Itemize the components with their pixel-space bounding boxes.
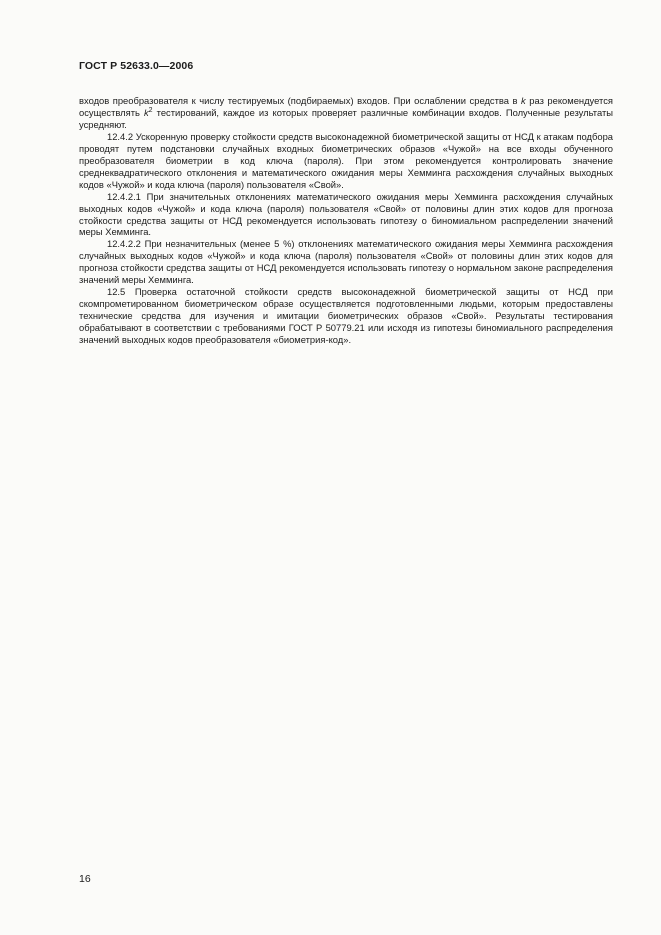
document-body xyxy=(79,95,613,346)
paragraph-12-5: 12.5 Проверка остаточной стойкости средств высоконадежной биометрической защиты от НСД при скомпрометированном биометрическом образе осуществляется подготовленными людьми, которым предоставлены технические средства для изучения и имитации биометрических образов «Свой». Результаты тестирования обрабатывают в соответствии с требованиями ГОСТ Р 50779.21 или исходя из гипотезы биномиального распределения значений выходных кодов преобразователя «биометрия-код». xyxy=(79,286,613,346)
superscript: 2 xyxy=(148,106,153,114)
variable-k: k xyxy=(521,95,526,106)
paragraph-12-4-2: 12.4.2 Ускоренную проверку стойкости средств высоконадежной биометрической защиты от НСД к атакам подбора проводят путем подстановки случайных входных биометрических образов «Чужой» на все входы обученного преобразователя биометрии в код ключа (пароля). При этом рекомендуется контролировать значение среднеквадратического отклонения и математического ожидания меры Хемминга расхождения случайных выходных кодов «Чужой» и кода ключа (пароля) пользователя «Свой». xyxy=(79,130,613,190)
paragraph-continuation xyxy=(79,95,613,131)
paragraph-text: раз рекомендуется осуществлять xyxy=(79,95,613,118)
page-number: 16 xyxy=(79,873,91,885)
paragraph-text: тестирований, каждое из которых проверяет различные комбинации входов. Полученные результаты усредняют. xyxy=(79,106,613,130)
paragraph-12-4-2-2: 12.4.2.2 При незначительных (менее 5 %) отклонениях математического ожидания меры Хемминга расхождения случайных выходных кодов «Чужой» и кода ключа (пароля) пользователя «Свой» от половины длин этих кодов для прогноза стойкости средства защиты от НСД рекомендуется использовать гипотезу о нормальном законе распределения значений меры Хемминга. xyxy=(79,238,613,286)
document-header: ГОСТ Р 52633.0—2006 xyxy=(79,60,194,72)
paragraph-12-4-2-1: 12.4.2.1 При значительных отклонениях математического ожидания меры Хемминга расхождения случайных выходных кодов «Чужой» и кода ключа (пароля) пользователя «Свой» от половины длин этих кодов для прогноза стойкости средства защиты от НСД рекомендуется использовать гипотезу о биномиальном распределении значений меры Хемминга. xyxy=(79,190,613,238)
paragraph-text: входов преобразователя к числу тестируемых (подбираемых) входов. При ослаблении средства в xyxy=(79,95,522,106)
variable-k: k xyxy=(143,106,149,118)
